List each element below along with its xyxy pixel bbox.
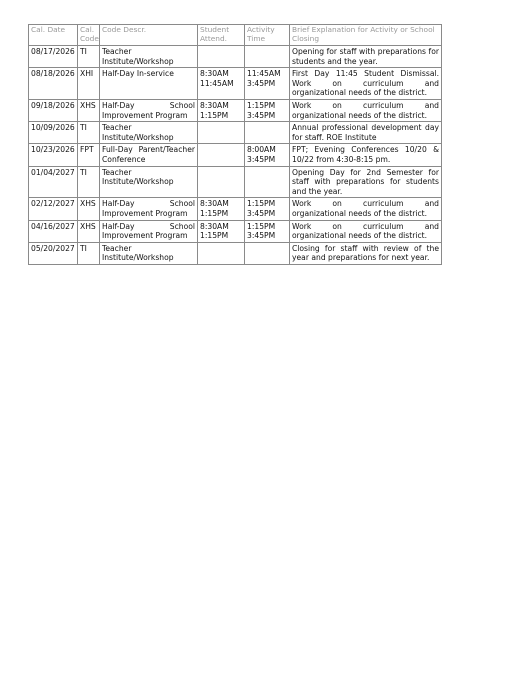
header-explanation: Brief Explanation for Activity or School Closing (290, 25, 442, 46)
cell-student-attend (198, 166, 245, 198)
cell-activity-time: 1:15PM 3:45PM (245, 99, 290, 121)
table-row (29, 220, 442, 242)
cell-cal-date: 04/16/2027 (29, 220, 78, 242)
header-row (29, 25, 442, 46)
table-row (29, 99, 442, 121)
cell-activity-time: 8:00AM 3:45PM (245, 144, 290, 166)
table-row (29, 198, 442, 220)
table-row (29, 68, 442, 100)
cell-code-descr: Teacher Institute/Workshop (100, 166, 198, 198)
header-code-descr: Code Descr. (100, 25, 198, 46)
table-row (29, 122, 442, 144)
cell-activity-time: 1:15PM 3:45PM (245, 220, 290, 242)
cell-activity-time (245, 122, 290, 144)
cell-activity-time (245, 46, 290, 68)
cell-activity-time: 1:15PM 3:45PM (245, 198, 290, 220)
calendar-table (28, 24, 442, 265)
cell-code-descr: Teacher Institute/Workshop (100, 46, 198, 68)
cell-activity-time (245, 242, 290, 264)
cell-explanation: Work on curriculum and organizational needs of the district. (290, 99, 442, 121)
cell-explanation: Opening Day for 2nd Semester for staff with preparations for students and the year. (290, 166, 442, 198)
cell-explanation: Opening for staff with preparations for students and the year. (290, 46, 442, 68)
header-cal-date: Cal. Date (29, 25, 78, 46)
cell-code-descr: Half-Day In-service (100, 68, 198, 100)
cell-explanation: First Day 11:45 Student Dismissal. Work on curriculum and organizational needs of the district. (290, 68, 442, 100)
cell-cal-code: TI (78, 46, 100, 68)
cell-student-attend (198, 144, 245, 166)
cell-student-attend (198, 242, 245, 264)
table-row (29, 166, 442, 198)
table-row (29, 144, 442, 166)
cell-student-attend (198, 122, 245, 144)
cell-cal-date: 08/17/2026 (29, 46, 78, 68)
cell-student-attend: 8:30AM 1:15PM (198, 220, 245, 242)
cell-explanation: Annual professional development day for staff. ROE Institute (290, 122, 442, 144)
cell-cal-date: 05/20/2027 (29, 242, 78, 264)
cell-explanation: Work on curriculum and organizational needs of the district. (290, 220, 442, 242)
header-activity-time: Activity Time (245, 25, 290, 46)
table-row (29, 46, 442, 68)
cell-cal-date: 01/04/2027 (29, 166, 78, 198)
cell-code-descr: Full-Day Parent/Teacher Conference (100, 144, 198, 166)
cell-cal-code: XHS (78, 198, 100, 220)
cell-student-attend: 8:30AM 1:15PM (198, 99, 245, 121)
cell-explanation: Work on curriculum and organizational needs of the district. (290, 198, 442, 220)
cell-cal-code: TI (78, 242, 100, 264)
cell-cal-code: TI (78, 122, 100, 144)
cell-explanation: FPT; Evening Conferences 10/20 & 10/22 from 4:30-8:15 pm. (290, 144, 442, 166)
cell-cal-code: XHS (78, 220, 100, 242)
cell-student-attend: 8:30AM 11:45AM (198, 68, 245, 100)
header-cal-code: Cal. Code (78, 25, 100, 46)
cell-code-descr: Half-Day School Improvement Program (100, 220, 198, 242)
cell-cal-code: FPT (78, 144, 100, 166)
cell-student-attend: 8:30AM 1:15PM (198, 198, 245, 220)
cell-code-descr: Half-Day School Improvement Program (100, 99, 198, 121)
cell-cal-code: XHS (78, 99, 100, 121)
cell-code-descr: Teacher Institute/Workshop (100, 242, 198, 264)
cell-cal-code: TI (78, 166, 100, 198)
header-student-attend: Student Attend. (198, 25, 245, 46)
cell-explanation: Closing for staff with review of the year and preparations for next year. (290, 242, 442, 264)
cell-cal-code: XHI (78, 68, 100, 100)
cell-activity-time (245, 166, 290, 198)
cell-cal-date: 10/09/2026 (29, 122, 78, 144)
cell-cal-date: 08/18/2026 (29, 68, 78, 100)
table-body (29, 46, 442, 265)
table-row (29, 242, 442, 264)
cell-cal-date: 02/12/2027 (29, 198, 78, 220)
cell-cal-date: 09/18/2026 (29, 99, 78, 121)
cell-cal-date: 10/23/2026 (29, 144, 78, 166)
cell-code-descr: Half-Day School Improvement Program (100, 198, 198, 220)
cell-code-descr: Teacher Institute/Workshop (100, 122, 198, 144)
cell-student-attend (198, 46, 245, 68)
cell-activity-time: 11:45AM 3:45PM (245, 68, 290, 100)
